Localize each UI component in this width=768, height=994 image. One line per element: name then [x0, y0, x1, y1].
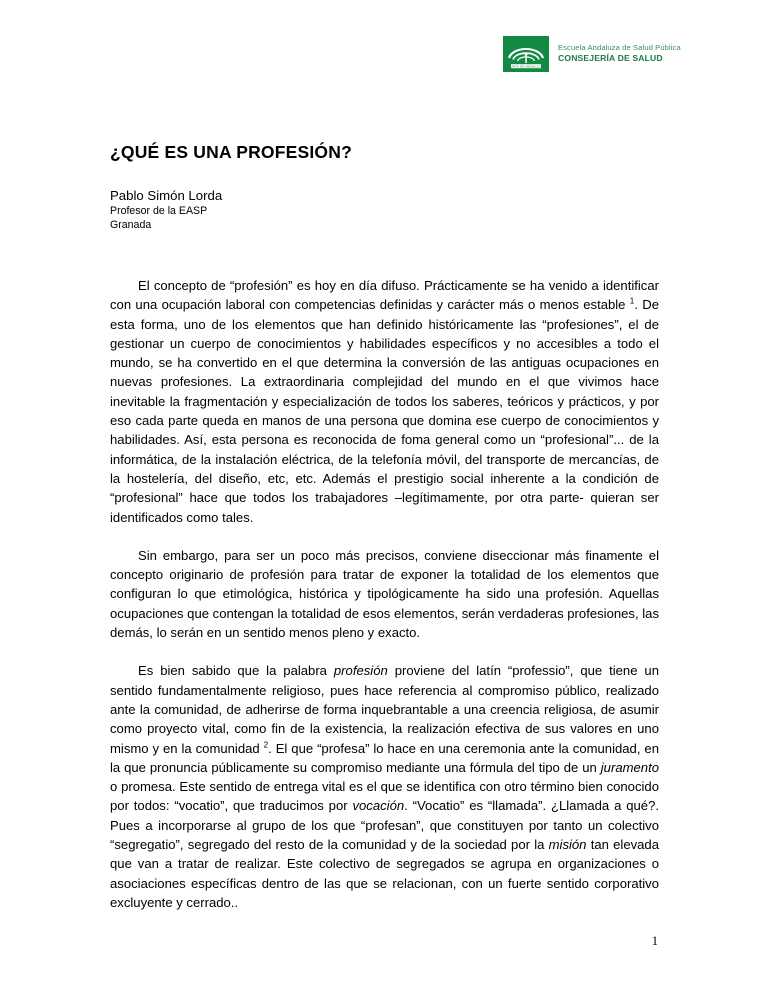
- emphasized-term: profesión: [333, 663, 388, 679]
- organization-logo-text: [558, 44, 681, 65]
- junta-de-andalucia-logo-icon: [503, 36, 549, 72]
- paragraph-p1: El concepto de “profesión” es hoy en día difuso. Prácticamente se ha venido a identificar con una ocupación laboral con competencias definidas y carácter más o menos estable $^1$. De esta forma, uno de los elementos que han definido históricamente las “profesiones”, el de gestionar un cuerpo de conocimientos y habilidades específicos y no accesibles a todo el mundo, se ha convertido en el que determina la conversión de las antiguas ocupaciones en nuevas profesiones. La extraordinaria complejidad del mundo en el que vivimos hace inevitable la fragmentación y especialización de todos los saberes, teóricos y prácticos, y por eso cada parte queda en manos de una persona que domina ese cuerpo de conocimientos y habilidades. Así, esta persona es reconocida de foma general como un “profesional”... de la informática, de la instalación eléctrica, de la telefonía móvil, del transporte de mercancías, de la hostelería, del diseño, etc, etc. Además el prestigio social inherente a la condición de “profesional” hace que todos los trabajadores –legítimamente, por otra parte- quieran ser identificados como tales.: [110, 278, 660, 525]
- footnote-marker: 2: [263, 740, 269, 750]
- author-role: Profesor de la EASP: [110, 204, 208, 217]
- emphasized-term: juramento: [600, 759, 659, 775]
- paragraph-p2: Sin embargo, para ser un poco más precisos, conviene diseccionar más finamente el concepto originario de profesión para tratar de exponer la totalidad de los elementos que configuran lo que etimológica, histórica y tipológicamente ha sido una profesión. Aquellas ocupaciones que contengan la totalidad de esos elementos, serán verdaderas profesiones, las demás, lo serán en un sentido menos pleno y exacto.: [110, 547, 659, 641]
- author-block: [110, 188, 222, 233]
- author-name: Pablo Simón Lorda: [110, 188, 223, 203]
- emphasized-term: misión: [548, 837, 587, 853]
- school-name: Escuela Andaluza de Salud Pública: [558, 42, 681, 52]
- footnote-marker: 1: [629, 296, 635, 306]
- emphasized-term: vocación: [352, 798, 405, 814]
- page-number: 1: [651, 934, 658, 948]
- department-name: CONSEJERÍA DE SALUD: [558, 53, 663, 64]
- logo-mark-caption: JUNTA DE ANDALUCIA: [508, 64, 544, 69]
- paragraph-p3: Es bien sabido que la palabra profesión proviene del latín “professio”, que tiene un sentido fundamentalmente religioso, pues hace referencia al compromiso público, realizado ante la comunidad, de adherirse de forma inquebrantable a una creencia religiosa, de asumir como proyecto vital, como fin de la existencia, la realización efectiva de sus valores en uno mismo y en la comunidad $^2$. El que “profesa” lo hace en una ceremonia ante la comunidad, en la que pronuncia públicamente su compromiso mediante una fórmula del tipo de un juramento o promesa. Este sentido de entrega vital es el que se identifica con otro término bien conocido por todos: “vocatio”, que traducimos por vocación. “Vocatio” es “llamada”. ¿Llamada a qué?. Pues a incorporarse al grupo de los que “profesan”, que constituyen por tanto un colectivo “segregatio”, segregado del resto de la comunidad y de la sociedad por la misión tan elevada que van a tratar de realizar. Este colectivo de segregados se agrupa en organizaciones o asociaciones específicas dentro de las que se relacionan, con un fuerte sentido corporativo excluyente y cerrado..: [110, 663, 659, 910]
- organization-logo: [503, 36, 681, 72]
- author-city: Granada: [110, 218, 152, 231]
- article-body: [110, 276, 659, 912]
- page-title: ¿QUÉ ES UNA PROFESIÓN?: [110, 141, 352, 162]
